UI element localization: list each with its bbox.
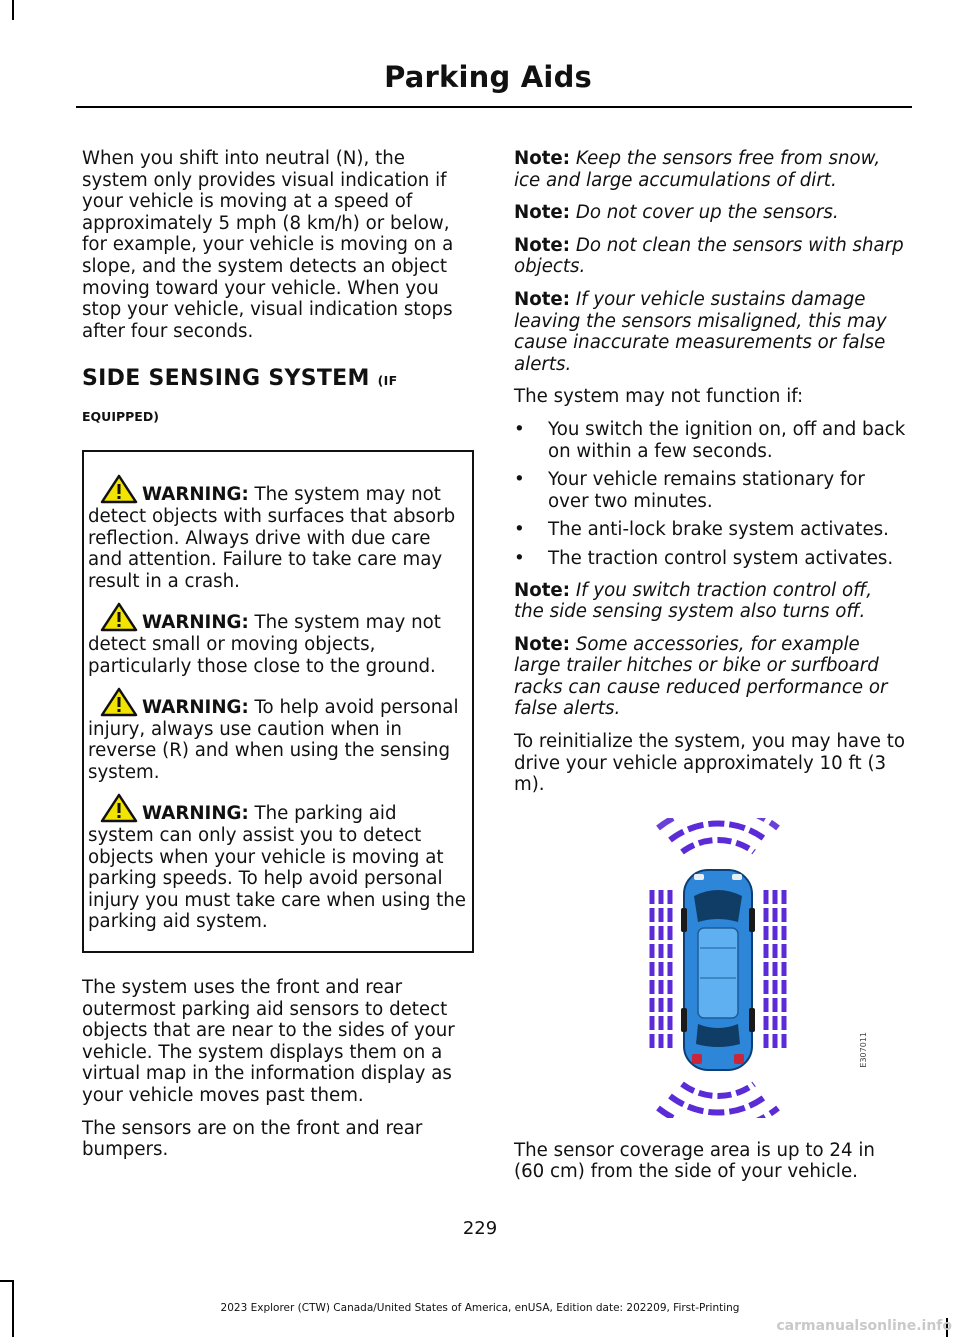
right-side-sensor-bars [766, 890, 784, 1048]
warning-label: WARNING: [142, 612, 249, 634]
warning-4 [88, 793, 466, 933]
watermark: carmanualsonline.info [776, 1318, 952, 1334]
note-text: Keep the sensors free from snow, ice and large accumulations of dirt. [514, 148, 881, 191]
note-1 [514, 148, 906, 191]
section-heading-equip-continued: EQUIPPED) [82, 409, 159, 425]
left-column [82, 148, 474, 1172]
warning-3 [88, 687, 466, 783]
right-column [514, 148, 906, 1194]
warning-label: WARNING: [142, 803, 249, 825]
coverage-paragraph: The sensor coverage area is up to 24 in (60 cm) from the side of your vehicle. [514, 1139, 875, 1183]
list-item: • The anti-lock brake system activates. [514, 519, 906, 541]
warning-triangle-icon [100, 474, 138, 504]
warning-label: WARNING: [142, 697, 249, 719]
list-item: • Your vehicle remains stationary for over two minutes. [514, 469, 906, 512]
note-label: Note: [514, 288, 571, 310]
sensors-location-paragraph: The sensors are on the front and rear bumpers. [82, 1117, 423, 1161]
warning-triangle-icon [100, 602, 138, 632]
warning-1 [88, 474, 466, 592]
car-icon [681, 870, 755, 1070]
note-6 [514, 634, 906, 720]
note-label: Note: [514, 579, 571, 601]
rear-sensor-arcs [658, 1084, 778, 1118]
section-heading [82, 366, 474, 391]
warning-text: The system may not detect objects with surfaces that absorb reflection. Always drive with due care and attention. Failure to take care may result in a crash. [88, 484, 456, 592]
note-label: Note: [514, 202, 571, 224]
page-number: 229 [462, 1218, 498, 1239]
note-text: If you switch traction control off, the side sensing system also turns off. [514, 579, 873, 623]
side-sensing-figure [514, 818, 906, 1118]
warning-label: WARNING: [142, 484, 249, 506]
note-3 [514, 235, 906, 278]
car-sensor-coverage-illustration [648, 818, 788, 1118]
note-label: Note: [514, 148, 571, 169]
list-item: • You switch the ignition on, off and back on within a few seconds. [514, 419, 906, 462]
figure-code: E307011 [859, 1031, 868, 1068]
footer-edition-info: 2023 Explorer (CTW) Canada/United States of America, enUSA, Edition date: 202209, First-Printing [220, 1302, 740, 1314]
warning-triangle-icon [100, 687, 138, 717]
section-heading-equip: (IF [377, 373, 398, 389]
note-4 [514, 289, 906, 375]
list-intro: The system may not function if: [514, 386, 804, 408]
header-rule [76, 106, 912, 108]
description-paragraph: The system uses the front and rear outermost parking aid sensors to detect objects that are near to the sides of your vehicle. The system displays them on a virtual map in the information display as your vehicle moves past them. [82, 977, 455, 1106]
section-heading-text: SIDE SENSING SYSTEM [82, 366, 370, 392]
front-sensor-arcs [658, 818, 778, 852]
warning-box [82, 450, 474, 953]
warning-text: The parking aid system can only assist you to detect objects when your vehicle is moving at parking speeds. To help avoid personal injury you must take care when using the parking aid system. [88, 803, 466, 933]
page-title: Parking Aids [384, 60, 592, 94]
note-text: Do not clean the sensors with sharp objects. [514, 234, 904, 278]
note-5 [514, 580, 906, 623]
reinitialize-paragraph: To reinitialize the system, you may have to drive your vehicle approximately 10 ft (3 m). [514, 731, 905, 796]
warning-2 [88, 602, 466, 677]
note-text: If your vehicle sustains damage leaving the sensors misaligned, this may cause inaccurate measurements or false alerts. [514, 288, 887, 375]
note-2 [514, 202, 906, 224]
warning-text: To help avoid personal injury, always use caution when in reverse (R) and when using the sensing system. [88, 697, 459, 783]
note-label: Note: [514, 633, 571, 655]
note-label: Note: [514, 234, 571, 256]
crop-mark-top-left [12, 0, 14, 20]
list-item: • The traction control system activates. [514, 548, 906, 570]
note-text: Do not cover up the sensors. [570, 202, 839, 224]
left-side-sensor-bars [652, 890, 670, 1048]
warning-triangle-icon [100, 793, 138, 823]
crop-mark-bottom-left-h [0, 1280, 14, 1282]
warning-text: The system may not detect small or moving objects, particularly those close to the ground. [88, 612, 441, 677]
conditions-list [514, 419, 906, 570]
intro-paragraph: When you shift into neutral (N), the system only provides visual indication if your vehicle is moving at a speed of approximately 5 mph (8 km/h) or below, for example, your vehicle is moving on a slope, and the system detects an object moving toward your vehicle. When you stop your vehicle, visual indication stops after four seconds. [82, 148, 454, 342]
note-text: Some accessories, for example large trailer hitches or bike or surfboard racks can cause reduced performance or false alerts. [514, 633, 888, 720]
